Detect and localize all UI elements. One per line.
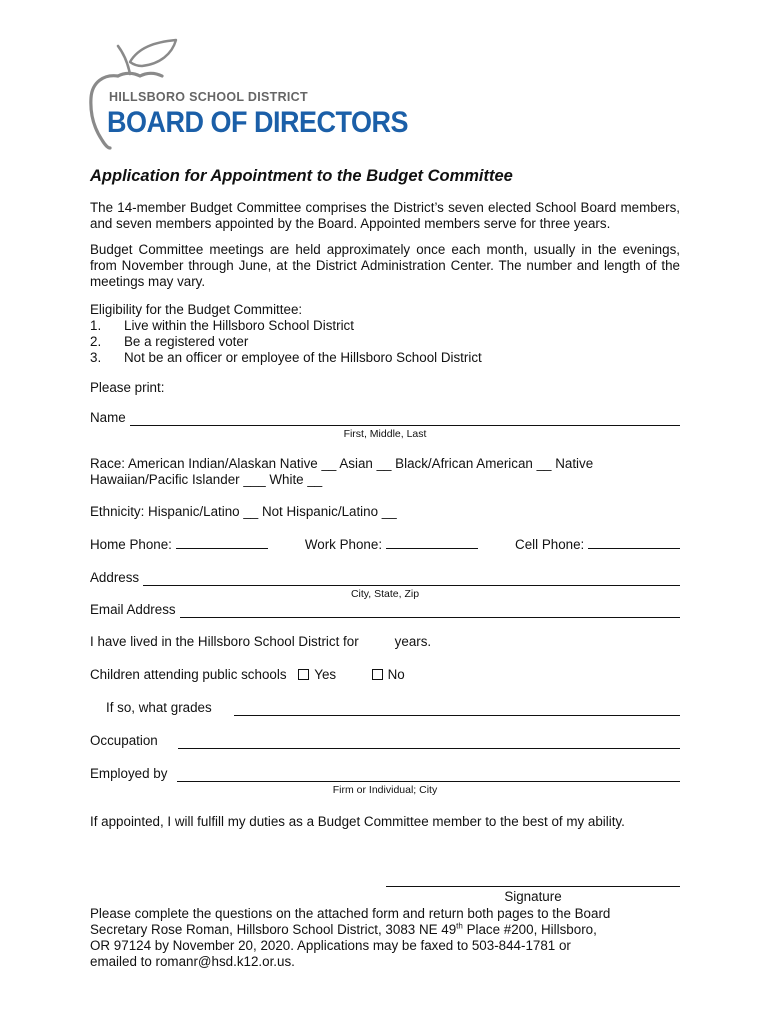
name-input-line[interactable] [130, 413, 680, 426]
grades-input-line[interactable] [234, 703, 680, 716]
address-caption: City, State, Zip [350, 588, 420, 600]
employed-caption: Firm or Individual; City [332, 784, 438, 796]
occupation-field[interactable]: Occupation [90, 733, 680, 749]
district-logo [88, 36, 428, 151]
home-phone-field[interactable]: Home Phone: [90, 536, 268, 553]
employed-field[interactable]: Employed by Firm or Individual; City [90, 766, 680, 796]
list-item: 1. Live within the Hillsboro School District [90, 318, 354, 333]
children-field: Children attending public schools Yes No [90, 667, 405, 682]
eligibility-heading: Eligibility for the Budget Committee: [90, 302, 303, 317]
intro-paragraph-2: Budget Committee meetings are held approximately once each month, usually in the evenings, from November through June, at the District Administration Center. The number and length of the meetings may vary. [90, 242, 680, 289]
email-input-line[interactable] [180, 605, 680, 618]
years-lived-field[interactable]: I have lived in the Hillsboro School District for years. [90, 634, 432, 649]
work-phone-field[interactable]: Work Phone: [305, 536, 478, 553]
district-name: HILLSBORO SCHOOL DISTRICT [109, 90, 308, 104]
list-item: 2. Be a registered voter [90, 334, 249, 349]
submission-instructions: Please complete the questions on the attached form and return both pages to the Board Secretary Rose Roman, Hillsboro School District, 3083 NE 49th Place #200, Hillsboro, OR 97124 by November 20, 2020. Applications may be faxed to 503-844-1781 or emailed to romanr@hsd.k12.or.us. [90, 906, 611, 969]
signature-block[interactable] [386, 886, 680, 904]
email-field[interactable]: Email Address [90, 602, 680, 618]
name-field[interactable]: Name First, Middle, Last [90, 410, 680, 440]
race-field[interactable]: Race: American Indian/Alaskan Native __ Asian __ Black/African American __ Native Hawaiian/Pacific Islander ___ White __ [90, 456, 594, 487]
no-checkbox[interactable] [372, 669, 383, 680]
name-caption: First, Middle, Last [343, 428, 427, 440]
phone-fields [90, 536, 680, 553]
yes-checkbox[interactable] [298, 669, 309, 680]
please-print-label: Please print: [90, 380, 165, 395]
board-name: BOARD OF DIRECTORS [107, 106, 409, 139]
page-title: Application for Appointment to the Budget Committee [90, 167, 513, 185]
eligibility-section [90, 302, 680, 366]
form-body [90, 166, 680, 830]
grades-field[interactable]: If so, what grades [106, 700, 680, 716]
eligibility-list [90, 318, 680, 366]
list-item: 3. Not be an officer or employee of the Hillsboro School District [90, 350, 482, 365]
address-input-line[interactable] [143, 573, 680, 586]
intro-paragraph-1: The 14-member Budget Committee comprises the District’s seven elected School Board members, and seven members appointed by the Board. Appointed members serve for three years. [90, 200, 680, 231]
address-field[interactable]: Address City, State, Zip [90, 570, 680, 600]
occupation-input-line[interactable] [178, 736, 680, 749]
employed-input-line[interactable] [177, 769, 680, 782]
ethnicity-field[interactable]: Ethnicity: Hispanic/Latino __ Not Hispanic/Latino __ [90, 504, 397, 519]
signature-label: Signature [504, 889, 562, 904]
pledge-text: If appointed, I will fulfill my duties as a Budget Committee member to the best of my ability. [90, 814, 625, 829]
cell-phone-field[interactable]: Cell Phone: [515, 536, 680, 553]
signature-line[interactable] [386, 886, 680, 887]
